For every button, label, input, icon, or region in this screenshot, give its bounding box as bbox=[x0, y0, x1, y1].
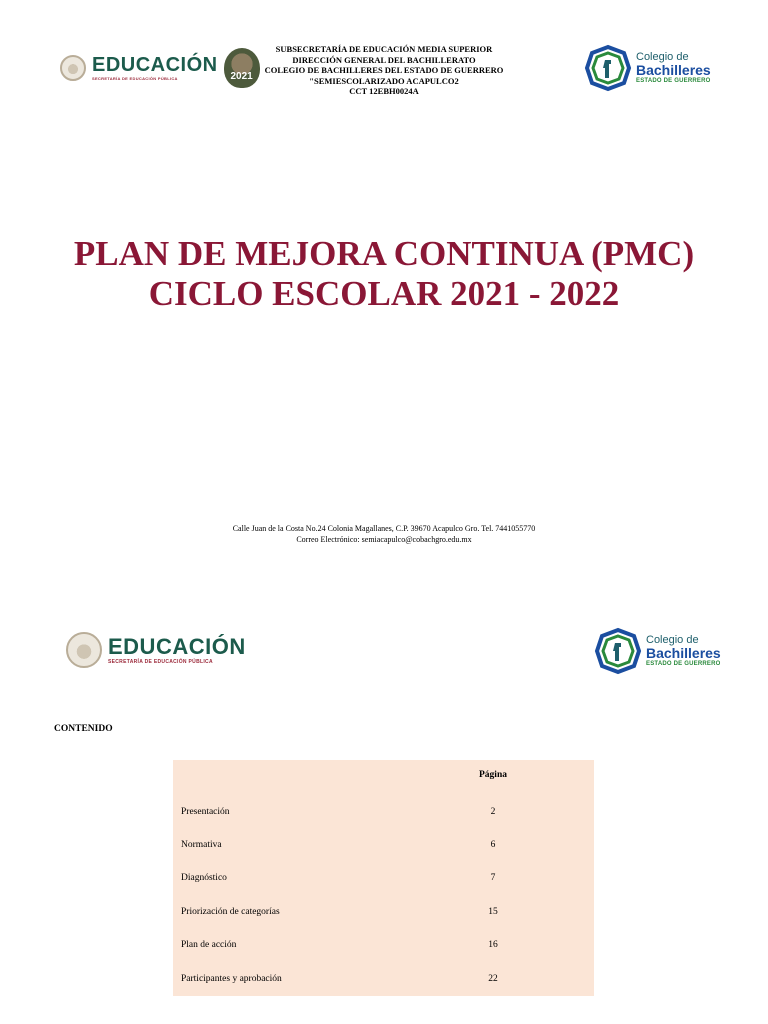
toc-entry-page: 15 bbox=[488, 907, 498, 917]
toc-entry-title: Priorización de categorías bbox=[181, 907, 280, 917]
toc-entry-page: 7 bbox=[490, 873, 496, 883]
toc-entry-title: Presentación bbox=[181, 807, 230, 817]
cb-logo-line1: Colegio de bbox=[646, 633, 699, 646]
sep-logo-subtitle: SECRETARÍA DE EDUCACIÓN PÚBLICA bbox=[108, 658, 213, 665]
toc-page-header: Página bbox=[479, 770, 507, 780]
cb-logo-line1: Colegio de bbox=[636, 50, 689, 63]
header-line: CCT 12EBH0024A bbox=[349, 86, 419, 96]
table-of-contents bbox=[173, 760, 594, 996]
badge-2021-icon: 2021 bbox=[224, 48, 260, 88]
address-line: Calle Juan de la Costa No.24 Colonia Magallanes, C.P. 39670 Acapulco Gro. Tel. 7441055770 bbox=[232, 524, 536, 533]
toc-entry-title: Participantes y aprobación bbox=[181, 974, 282, 984]
toc-entry-title: Normativa bbox=[181, 840, 222, 850]
sep-logo-subtitle: SECRETARÍA DE EDUCACIÓN PÚBLICA bbox=[92, 76, 178, 81]
sep-logo-word: EDUCACIÓN bbox=[108, 633, 246, 659]
sep-logo-page2 bbox=[66, 632, 246, 668]
colegio-bachilleres-logo bbox=[584, 44, 711, 92]
mexico-seal-icon bbox=[66, 632, 102, 668]
sep-logo-word: EDUCACIÓN bbox=[92, 54, 218, 76]
header-institution-lines bbox=[200, 44, 568, 97]
mexico-seal-icon bbox=[60, 55, 86, 81]
toc-entry-page: 2 bbox=[490, 807, 496, 817]
footer-address bbox=[0, 523, 768, 545]
cb-logo-line2: Bachilleres bbox=[636, 62, 711, 79]
colegio-bachilleres-logo-page2 bbox=[594, 627, 721, 675]
cb-logo-line3: ESTADO DE GUERRERO bbox=[636, 77, 711, 84]
header-line: DIRECCIÓN GENERAL DEL BACHILLERATO bbox=[292, 54, 476, 65]
toc-entry-page: 22 bbox=[488, 974, 498, 984]
toc-entry-title: Diagnóstico bbox=[181, 873, 227, 883]
toc-entry-page: 16 bbox=[488, 940, 498, 950]
toc-entry-page: 6 bbox=[490, 840, 496, 850]
contents-heading: CONTENIDO bbox=[54, 724, 113, 734]
email-line: Correo Electrónico: semiacapulco@cobachgro.edu.mx bbox=[296, 535, 472, 544]
header-line: "SEMIESCOLARIZADO ACAPULCO2 bbox=[309, 75, 459, 86]
toc-entry-title: Plan de acción bbox=[181, 940, 237, 950]
colegio-bachilleres-emblem-icon bbox=[594, 627, 642, 675]
title-line2: CICLO ESCOLAR 2021 - 2022 bbox=[148, 274, 620, 313]
header-line: SUBSECRETARÍA DE EDUCACIÓN MEDIA SUPERIOR bbox=[275, 44, 493, 54]
title-line1: PLAN DE MEJORA CONTINUA (PMC) bbox=[73, 234, 695, 273]
colegio-bachilleres-emblem-icon bbox=[584, 44, 632, 92]
cb-logo-line3: ESTADO DE GUERRERO bbox=[646, 660, 721, 667]
document-title bbox=[0, 234, 768, 314]
header-line: COLEGIO DE BACHILLERES DEL ESTADO DE GUERRERO bbox=[264, 65, 504, 75]
cb-logo-line2: Bachilleres bbox=[646, 645, 721, 662]
